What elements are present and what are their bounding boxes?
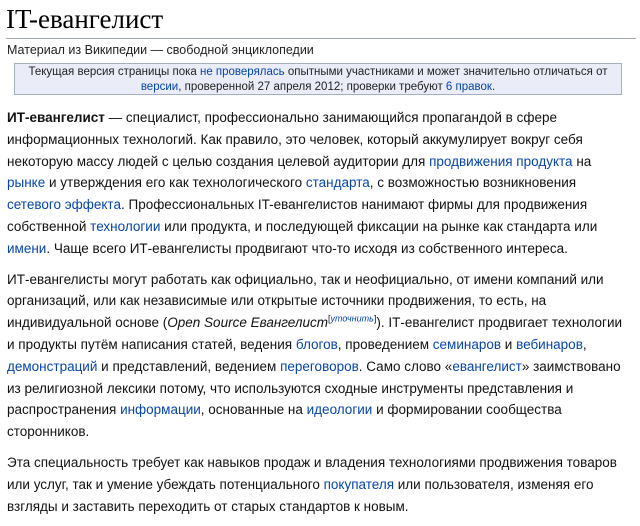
- notice-text: , проверенной 27 апреля 2012; проверки требуют: [178, 81, 446, 93]
- paragraph-text: или пользователя, изменяя его взгляды и заставить переходить от старых стандартов к новым.: [7, 476, 594, 514]
- paragraph-text: ,: [582, 336, 587, 352]
- unreviewed-revision-notice: [14, 63, 622, 95]
- paragraph-roles: [7, 269, 627, 443]
- link-network-effect[interactable]: сетевого эффекта: [7, 197, 121, 213]
- paragraph-text: . Само слово «: [358, 358, 453, 374]
- paragraph-text: . Профессиональных IT-евангелистов нанимают фирмы для продвижения собственной: [7, 197, 588, 234]
- paragraph-text: , с возможностью возникновения: [369, 175, 577, 191]
- paragraph-text: и представлений, ведением: [97, 358, 281, 374]
- paragraph-text: , основанные на: [200, 402, 307, 418]
- paragraph-skills: [7, 452, 627, 517]
- paragraph-text: Эта специальность требует как навыков продаж и владения технологиями продвижения товаров или услуг, так и умение убеждать потенциального: [7, 454, 617, 492]
- link-information[interactable]: информации: [120, 402, 201, 418]
- link-market[interactable]: рынке: [7, 175, 46, 191]
- link-seminars[interactable]: семинаров: [432, 336, 502, 352]
- link-buyer[interactable]: покупателя: [323, 476, 395, 492]
- term-bold: ИТ-евангелист: [7, 110, 105, 125]
- paragraph-text: или продукта, и последующей фиксации на рынке как стандарта или: [160, 218, 598, 234]
- paragraph-text: » заимствовано из религиозной лексики потому, что используются сходные инструменты представления и распространения: [7, 358, 621, 418]
- site-subtitle: Материал из Википедии — свободной энциклопедии: [7, 43, 314, 57]
- paragraph-text: — специалист, профессионально занимающийся пропагандой в сфере информационных технологий. Как правило, это человек, который аккумулирует вокруг себя некоторую массу людей с целью создания целевой аудитории для: [7, 110, 583, 169]
- article-body: [7, 107, 627, 526]
- paragraph-text: на: [572, 153, 592, 169]
- link-negotiations[interactable]: переговоров: [280, 358, 359, 374]
- paragraph-text: и: [501, 336, 517, 352]
- paragraph-intro: [7, 107, 627, 260]
- link-ideology[interactable]: идеологии: [306, 402, 373, 418]
- paragraph-text: . Чаще всего ИТ-евангелисты продвигают что-то исходя из собственного интереса.: [46, 240, 568, 256]
- link-standard[interactable]: стандарта: [305, 175, 370, 191]
- paragraph-text: и утверждения его как технологического: [45, 175, 306, 191]
- link-clarify[interactable]: уточнить: [330, 313, 374, 324]
- link-not-reviewed[interactable]: не проверялась: [199, 66, 285, 78]
- link-evangelist[interactable]: евангелист: [452, 358, 522, 374]
- title-divider: [6, 38, 636, 39]
- notice-text: Текущая версия страницы пока: [28, 66, 200, 78]
- link-webinars[interactable]: вебинаров: [516, 336, 583, 352]
- page-title: IT-евангелист: [6, 4, 164, 34]
- paragraph-text: ). IТ-евангелист продвигает технологии и продукты путём написания статей, ведения: [7, 315, 623, 352]
- link-demonstrations[interactable]: демонстраций: [7, 358, 98, 374]
- paragraph-text: ИТ-евангелисты могут работать как официально, так и неофициально, от имени компаний или организаций, или как независимые или открытые источники продвижения, то есть, на индивидуальной основе (: [7, 271, 604, 331]
- link-product-promotion[interactable]: продвижения продукта: [429, 153, 573, 169]
- notice-text: .: [491, 81, 496, 93]
- paragraph-text: , проведением: [337, 336, 433, 352]
- notice-text: опытными участниками и может значительно отличаться от: [284, 66, 608, 78]
- bracket: [: [327, 313, 331, 324]
- clarify-tag: [328, 314, 376, 324]
- link-blogs[interactable]: блогов: [295, 336, 338, 352]
- paragraph-text: и формировании сообщества сторонников.: [7, 402, 562, 440]
- italic-term: Open Source Евангелист: [167, 315, 328, 331]
- bracket: ]: [373, 313, 377, 324]
- link-name[interactable]: имени: [7, 240, 47, 256]
- link-technology[interactable]: технологии: [90, 218, 161, 234]
- link-pending-edits[interactable]: 6 правок: [445, 81, 492, 93]
- link-reviewed-version[interactable]: версии: [140, 81, 179, 93]
